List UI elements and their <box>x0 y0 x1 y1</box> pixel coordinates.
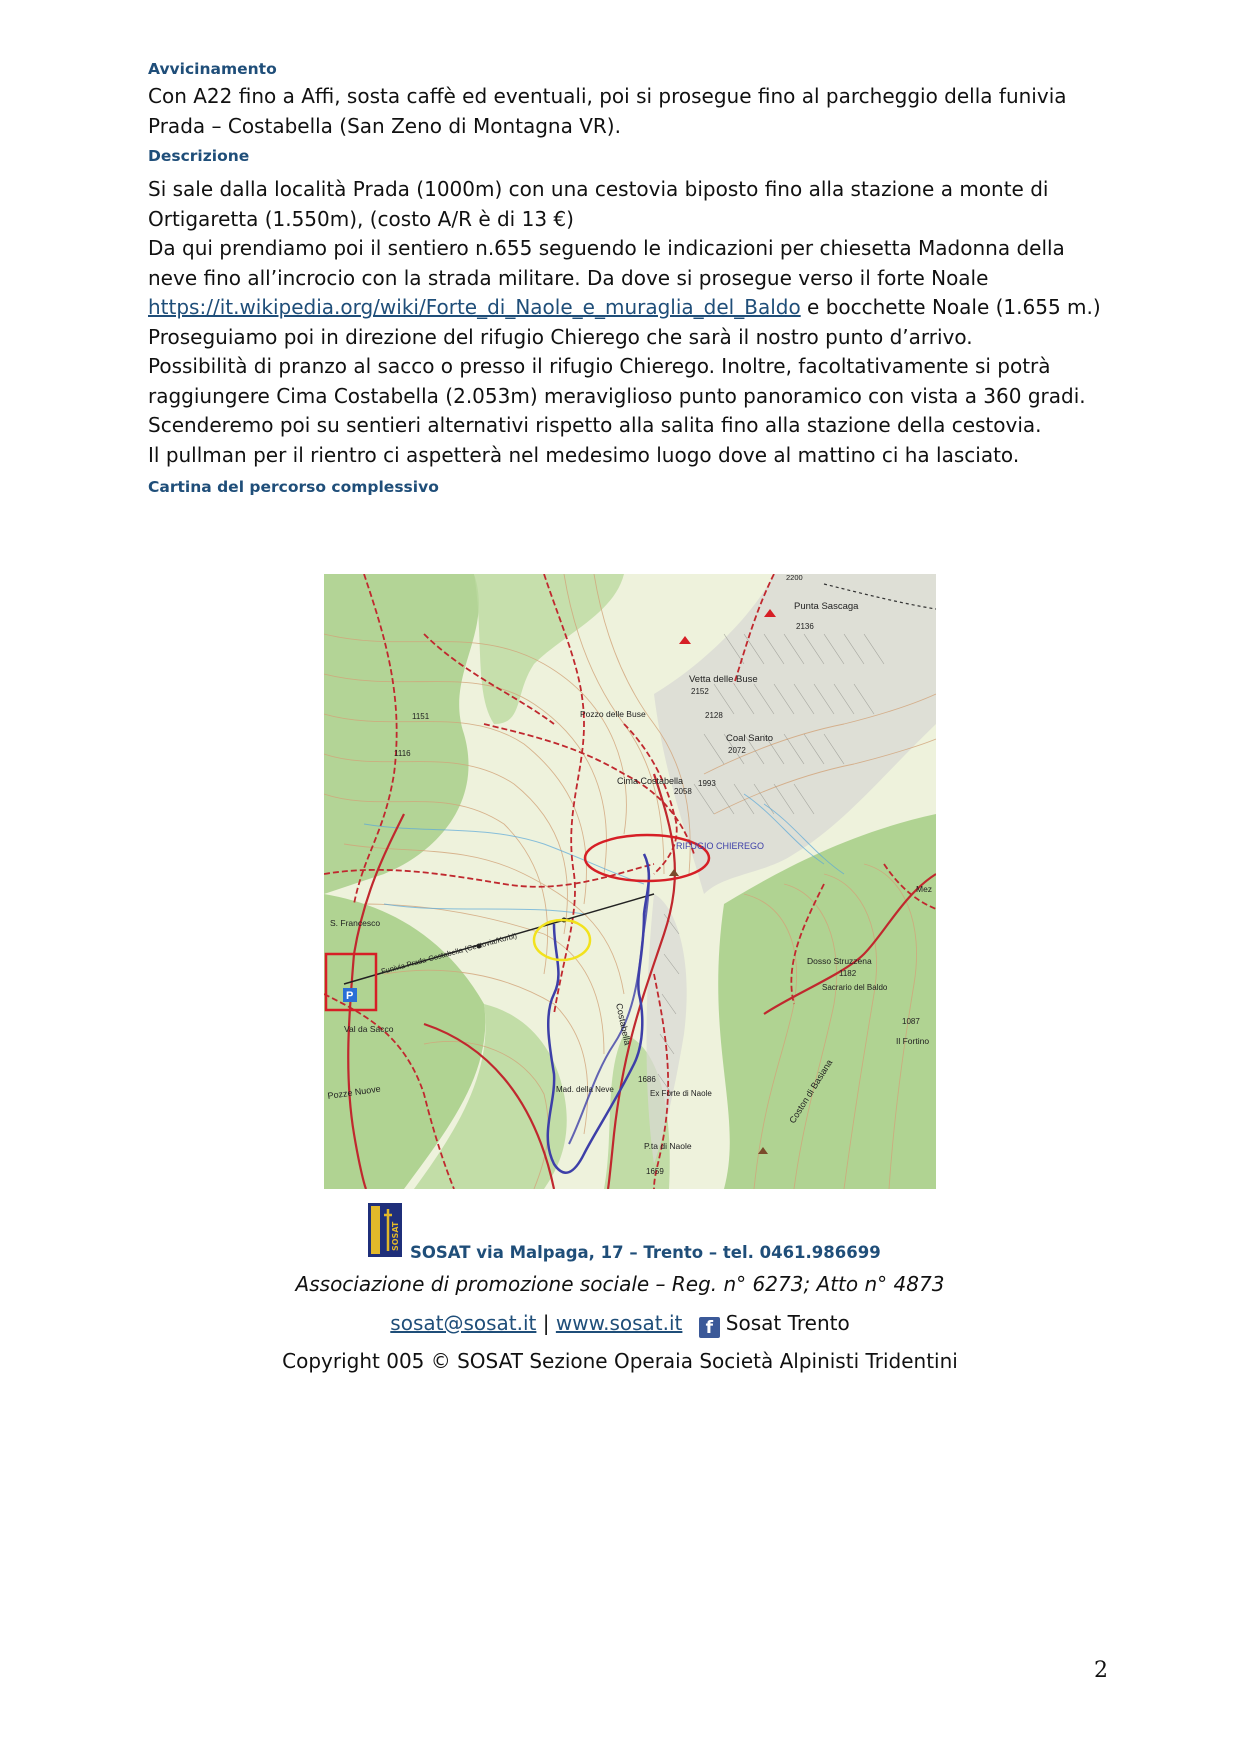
label-rifugio: RIFUGIO CHIEREGO <box>676 841 765 851</box>
label-mad-neve: Mad. della Neve <box>556 1085 614 1094</box>
footer-address: SOSAT via Malpaga, 17 – Trento – tel. 0461.986699 <box>410 1243 881 1262</box>
label-vetta-buse: Vetta delle Buse <box>689 674 758 685</box>
description-line-2: Da qui prendiamo poi il sentiero n.655 seguendo le indicazioni per chiesetta Madonna della neve fino all’incrocio con la strada militare. Da dove si prosegue verso il forte Noale <box>148 236 1065 290</box>
route-map <box>324 574 936 1189</box>
label-coston-basiana: Coston di Basiana <box>787 1057 835 1126</box>
description-line-6: Il pullman per il rientro ci aspetterà nel medesimo luogo dove al mattino ci ha lasciato. <box>148 442 1020 467</box>
label-il-fortino: Il Fortino <box>896 1036 930 1046</box>
label-alt-1993: 1993 <box>698 779 716 788</box>
label-val-sacco: Val da Sacco <box>344 1024 394 1034</box>
facebook-icon[interactable]: f <box>699 1317 720 1338</box>
label-coal-santo: Coal Santo <box>726 733 774 744</box>
description-line-1: Si sale dalla località Prada (1000m) con una cestovia biposto fino alla stazione a monte di Ortigaretta (1.550m), (costo A/R è di 13 €) <box>148 177 1049 231</box>
label-alt-2058: 2058 <box>674 787 692 796</box>
parking-label: P <box>346 990 354 1002</box>
description-heading: Descrizione <box>148 147 250 165</box>
sosat-logo-text: SOSAT <box>391 1221 400 1251</box>
approach-text: Con A22 fino a Affi, sosta caffè ed eventuali, poi si prosegue fino al parcheggio della funivia Prada – Costabella (San Zeno di Montagna VR). <box>148 84 1067 138</box>
label-punta-sascaga: Punta Sascaga <box>794 601 859 612</box>
main-content <box>148 56 1108 500</box>
after-link-text: e bocchette Noale (1.655 m.) <box>800 295 1101 319</box>
approach-heading: Avvicinamento <box>148 60 277 78</box>
page-number: 2 <box>1094 1658 1108 1683</box>
label-punta-sascaga-alt: 2136 <box>796 622 814 631</box>
sosat-logo-stripe <box>371 1206 380 1254</box>
label-pozze-nuove: Pozze Nuove <box>326 1083 382 1101</box>
sosat-logo <box>368 1203 402 1257</box>
label-s-francesco: S. Francesco <box>330 918 381 928</box>
description-line-5: Scenderemo poi su sentieri alternativi rispetto alla salita fino alla stazione della cestovia. <box>148 413 1042 437</box>
label-alt-1087: 1087 <box>902 1017 920 1026</box>
label-alt-1686: 1686 <box>638 1075 656 1084</box>
email-link[interactable]: sosat@sosat.it <box>390 1311 537 1335</box>
contact-separator: | <box>542 1311 550 1335</box>
label-dosso-struzzena: Dosso Struzzena <box>807 956 872 966</box>
label-alt-1151: 1151 <box>412 712 430 721</box>
wiki-link[interactable]: https://it.wikipedia.org/wiki/Forte_di_Naole_e_muraglia_del_Baldo <box>148 295 801 319</box>
label-alt-1182: 1182 <box>839 969 857 978</box>
map-heading: Cartina del percorso complessivo <box>148 478 439 496</box>
wiki-paragraph <box>148 293 1108 323</box>
facebook-label[interactable]: Sosat Trento <box>725 1311 850 1335</box>
label-cima-costabella: Cima Costabella <box>617 776 684 786</box>
label-pozzo-buse: Pozzo delle Buse <box>580 709 646 719</box>
label-pta-naole: P.ta di Naole <box>644 1141 692 1151</box>
label-vetta-buse-alt: 2152 <box>691 687 709 696</box>
label-alt-1659: 1659 <box>646 1167 664 1176</box>
footer-copyright: Copyright 005 © SOSAT Sezione Operaia Società Alpinisti Tridentini <box>282 1349 958 1373</box>
route-map-svg <box>324 574 936 1189</box>
footer-contacts <box>0 1311 1240 1338</box>
description-line-3: Proseguiamo poi in direzione del rifugio Chierego che sarà il nostro punto d’arrivo. <box>148 324 973 349</box>
label-funivia: Funivia Prada-Costabella (Cestovia/Korbl) <box>380 930 518 976</box>
label-sacrario: Sacrario del Baldo <box>822 983 888 992</box>
label-alt-2200: 2200 <box>786 574 803 582</box>
label-mez: Mez <box>916 884 933 894</box>
website-link[interactable]: www.sosat.it <box>555 1311 683 1335</box>
footer-association: Associazione di promozione sociale – Reg. n° 6273; Atto n° 4873 <box>295 1272 945 1296</box>
label-costabella: Costabella <box>614 1002 633 1047</box>
label-coal-santo-alt: 2072 <box>728 746 746 755</box>
label-alt-2128: 2128 <box>705 711 723 720</box>
label-alt-1116: 1116 <box>394 749 411 758</box>
description-line-4: Possibilità di pranzo al sacco o presso il rifugio Chierego. Inoltre, facoltativamente si potrà raggiungere Cima Costabella (2.053m) meraviglioso punto panoramico con vista a 360 gradi. <box>148 354 1086 408</box>
label-ex-forte: Ex Forte di Naole <box>650 1089 712 1098</box>
